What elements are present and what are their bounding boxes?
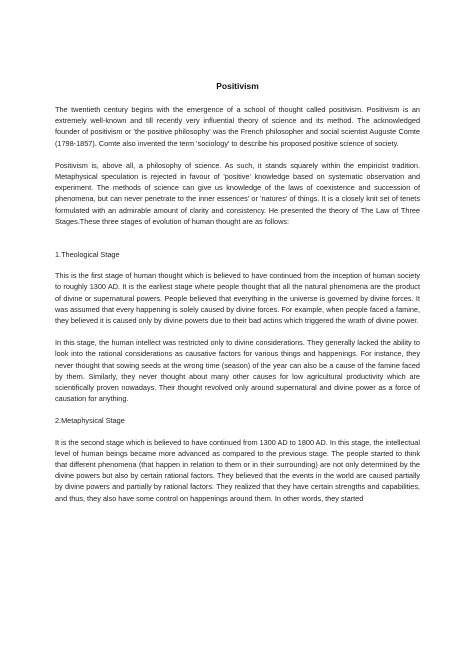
section-heading-metaphysical: 2.Metaphysical Stage: [55, 416, 125, 426]
section-paragraph: In this stage, the human intellect was restricted only to divine considerations. They generally lacked the ability to look into the rational considerations as causative factors for various things and happenings. For instance, they never thought that sowing seeds at the wrong time (season) of the year can also be a cause of the famine faced by them. Similarly, they never thought about many other causes for low agricultural productivity which are scientifically proven nowadays. Their thought revolved only around supernatural and divine power as a force of causation for anything.: [55, 338, 420, 404]
document-body: [55, 80, 420, 515]
intro-paragraph: The twentieth century begins with the emergence of a school of thought called positivism. Positivism is an extremely well-known and till recently very influential theory of science and its method. The acknowledged founder of positivism or 'the positive philosophy' was the French philosopher and social scientist Auguste Comte (1798-1857). Comte also invented the term 'sociology' to describe his proposed positive science of society.: [55, 105, 420, 148]
intro-paragraph: Positivism is, above all, a philosophy of science. As such, it stands squarely within the empiricist tradition. Metaphysical speculation is rejected in favour of 'positive' knowledge based on systematic observation and experiment. The methods of science can give us knowledge of the laws of coexistence and succession of phenomena, but can never penetrate to the inner essences' or 'natures' of things. It is a closely knit set of tenets formulated with an admirable amount of clarity and consistency. He presented the theory of The Law of Three Stages.These three stages of evolution of human thought are as follows:: [55, 160, 420, 226]
section-heading-theological: 1.Theological Stage: [55, 250, 120, 260]
section-paragraph: It is the second stage which is believed to have continued from 1300 AD to 1800 AD. In this stage, the intellectual level of human beings became more advanced as compared to the previous stage. The people started to think that different phenomena (that happen in relation to them or in their surrounding) are not only determined by the divine powers but also by certain rational factors. They believed that the events in the world are caused partially by divine powers and partially by rational factors. They realized that they have certain strengths and capabilities, and thus, they also have some control on happenings around them. In other words, they started: [55, 437, 420, 503]
document-title: Positivism: [216, 81, 259, 91]
section-paragraph: This is the first stage of human thought which is believed to have continued from the inception of human society to roughly 1300 AD. It is the earliest stage where people thought that all the natural phenomena are the product of divine or supernatural powers. People believed that everything in the universe is governed by divine forces. It was assumed that every happening is solely caused by divine forces. For example, when people faced a famine, they believed it is caused only by divine powers due to their bad actins which triggered the wrath of divine power.: [55, 271, 420, 326]
